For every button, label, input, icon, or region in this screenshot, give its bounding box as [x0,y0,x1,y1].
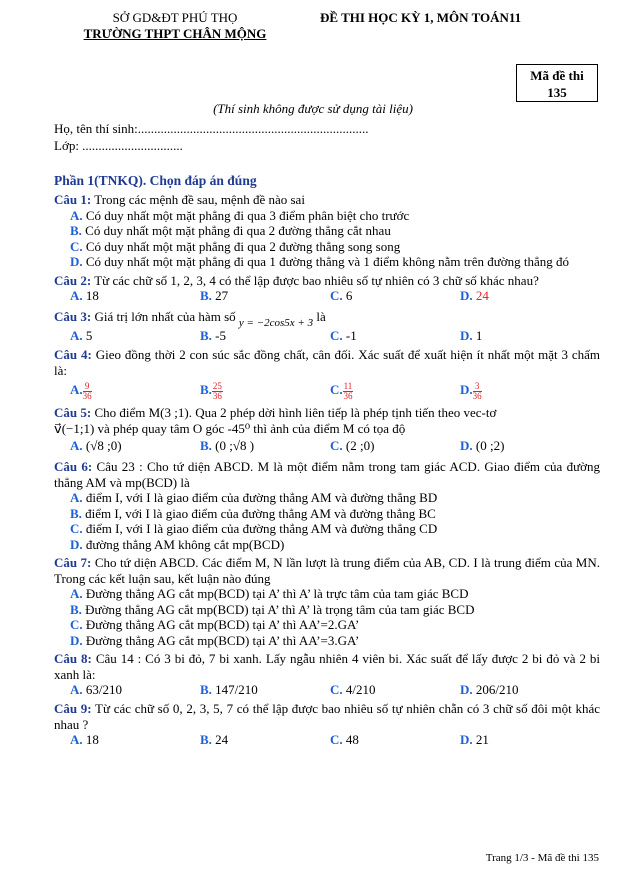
option-d [460,682,590,698]
question-text: Câu 23 : Cho tứ diện ABCD. M là một điểm nằm trong tam giác ACD. Giao điểm của đường thẳng AM và mp(BCD) là [54,459,600,490]
question-tail: là [313,309,326,324]
option-letter: D. [70,632,83,648]
option-d [54,254,600,270]
option-b [200,732,330,748]
option-text: 1 [475,328,483,343]
question-label: Câu 9: [54,701,92,716]
exam-title: ĐỀ THI HỌC KỲ 1, MÔN TOÁN11 [320,10,522,25]
option-text: -1 [345,328,357,343]
option-d [460,288,590,304]
question-label: Câu 1: [54,192,92,207]
option-a [70,378,200,402]
option-a [54,490,600,506]
option-b [200,378,330,402]
option-b [200,682,330,698]
option-text: điểm I, với I là giao điểm của đường thẳng AM và đường thẳng CD [85,521,438,536]
option-text: 48 [345,732,359,747]
options-row [54,378,600,402]
option-text: -5 [215,328,227,343]
option-letter: A. [70,207,83,223]
option-text: Có duy nhất một mặt phẳng đi qua 3 điểm phân biệt cho trước [85,207,410,223]
option-text: điểm I, với I là giao điểm của đường thẳng AM và đường thẳng BD [85,490,438,505]
exam-code-box [516,64,598,102]
option-a [54,208,600,224]
option-d [54,633,600,649]
option-d [460,436,590,456]
option-text: 21 [475,732,489,747]
option-letter: B. [70,601,82,617]
option-c [330,732,460,748]
question-9 [54,701,600,732]
option-letter: C. [70,238,83,254]
option-letter: D. [460,288,473,303]
question-label: Câu 8: [54,651,92,666]
option-text: Có duy nhất một mặt phẳng đi qua 1 đường thẳng và 1 điểm không nằm trên đường thẳng đó [85,254,570,269]
option-letter: B. [200,682,212,697]
exam-code-value: 135 [547,85,567,100]
question-5-line2: v⃗(−1;1) và phép quay tâm O góc -45⁰ thì ảnh của điểm M có tọa độ [54,420,406,436]
option-letter: A. [70,328,83,343]
option-d [460,378,590,402]
options-row [54,682,600,698]
section-title: Phần 1(TNKQ). Chọn đáp án đúng [54,173,257,188]
option-text: 206/210 [475,682,519,697]
option-text: Đường thẳng AG cắt mp(BCD) tại A’ thì AA’=3.GA’ [85,632,360,648]
option-text: 4/210 [345,682,376,697]
option-text: 18 [85,288,99,303]
option-letter: A. [70,682,83,697]
option-text: Có duy nhất một mặt phẳng đi qua 2 đường thẳng cắt nhau [85,223,391,238]
question-8 [54,651,600,682]
option-c [330,378,460,402]
question-text: Từ các chữ số 1, 2, 3, 4 có thể lập được bao nhiêu số tự nhiên có 3 chữ số khác nhau? [91,272,539,288]
option-letter: C. [330,438,343,453]
option-letter: A. [70,490,83,505]
option-letter: A. [70,438,83,453]
option-text: Đường thẳng AG cắt mp(BCD) tại A’ thì AA’=2.GA’ [85,617,360,632]
option-letter: D. [70,536,83,552]
school-name: TRƯỜNG THPT CHÂN MỘNG [83,26,267,41]
option-letter: D. [70,254,83,269]
question-text: Trong các mệnh đề sau, mệnh đề nào sai [91,192,305,207]
option-c [330,328,460,344]
question-label: Câu 5: [54,405,92,420]
option-text: đường thẳng AM không cắt mp(BCD) [85,536,285,552]
option-letter: A. [70,288,83,303]
option-c [54,521,600,537]
option-letter: B. [200,328,212,343]
option-letter: D. [460,682,473,697]
option-c [330,436,460,456]
option-c [330,288,460,304]
option-text: 24 [215,732,229,747]
option-d [460,328,590,344]
question-2 [54,273,600,289]
option-letter: C. [330,288,343,303]
options-row [54,288,600,304]
page-footer: Trang 1/3 - Mã đề thi 135 [485,852,599,864]
option-text: (√8 ;0) [85,438,122,453]
option-text: Đường thẳng AG cắt mp(BCD) tại A’ thì A’ là trọng tâm của tam giác BCD [85,601,475,617]
options-row [54,328,600,344]
exam-content [54,172,600,748]
option-c [54,239,600,255]
option-text: Có duy nhất một mặt phẳng đi qua 2 đường thẳng song song [85,238,401,254]
candidate-name-field: Họ, tên thí sinh:....................................................................... [54,121,369,136]
options-row [54,436,600,456]
option-c [330,682,460,698]
option-b [200,328,330,344]
school-header [60,10,290,42]
option-text: 63/210 [85,682,123,697]
question-text: Cho điểm M(3 ;1). Qua 2 phép dời hình liên tiếp là phép tịnh tiến theo vec-tơ [91,405,497,420]
fraction: $\frac{9}{36}$ [82,380,92,401]
option-letter: A. [70,732,83,747]
option-text: 147/210 [215,682,258,697]
option-letter: D. [460,732,473,747]
option-text: 24 [475,288,489,303]
option-b [54,602,600,618]
question-label: Câu 2: [54,272,92,288]
question-label: Câu 7: [54,555,92,570]
department-name: SỞ GD&ĐT PHÚ THỌ [112,10,238,25]
option-text: (0 ;√8 ) [215,438,255,453]
option-a [70,682,200,698]
question-text: Cho tứ diện ABCD. Các điểm M, N lần lượt là trung điểm của AB, CD. I là trung điểm của MN. Trong các kết luận sau, kết luận nào đúng [54,555,600,586]
option-text: (0 ;2) [475,438,505,453]
option-letter: B. [200,438,212,453]
question-4 [54,347,600,378]
question-label: Câu 4: [54,347,92,362]
option-text: 6 [345,288,353,303]
option-letter: B. [70,223,82,238]
option-letter: C. [70,617,83,632]
option-d [460,732,590,748]
question-label: Câu 6: [54,459,93,474]
option-text: (2 ;0) [345,438,375,453]
class-field: Lớp: ............................... [54,138,183,153]
option-letter: A. [70,382,83,397]
option-letter: C. [330,682,343,697]
option-letter: A. [70,586,83,601]
options-row [54,732,600,748]
question-3 [54,307,600,328]
option-a [70,436,200,456]
option-letter: C. [330,382,343,397]
option-b [54,506,600,522]
option-a [70,328,200,344]
option-letter: B. [200,288,212,303]
question-5 [54,405,600,421]
option-letter: C. [330,732,343,747]
option-text: Đường thẳng AG cắt mp(BCD) tại A’ thì A’ là trực tâm của tam giác BCD [85,586,469,601]
fraction: $\frac{11}{36}$ [343,380,353,401]
option-a [70,288,200,304]
option-letter: B. [200,732,212,747]
option-letter: D. [460,382,473,397]
option-d [54,537,600,553]
option-letter: B. [70,505,82,521]
option-letter: C. [70,521,83,536]
option-text: 27 [215,288,229,303]
question-1 [54,192,600,208]
option-letter: B. [200,382,212,397]
option-text: điểm I, với I là giao điểm của đường thẳng AM và đường thẳng BC [85,505,436,521]
question-text: Câu 14 : Có 3 bi đỏ, 7 bi xanh. Lấy ngẫu nhiên 4 viên bi. Xác suất để lấy được 2 bi đỏ và 2 bi xanh là: [54,651,601,682]
question-text: Giá trị lớn nhất của hàm số [91,309,239,324]
option-b [200,288,330,304]
option-a [54,586,600,602]
option-letter: D. [460,328,473,343]
option-text: 5 [85,328,93,343]
fraction: $\frac{3}{36}$ [472,380,482,401]
option-a [70,732,200,748]
question-6 [54,459,600,490]
question-text: Từ các chữ số 0, 2, 3, 5, 7 có thể lập được bao nhiêu số tự nhiên chẵn có 3 chữ số đôi một khác nhau ? [54,701,600,732]
question-label: Câu 3: [54,309,92,324]
question-text: Gieo đồng thời 2 con súc sắc đồng chất, cân đối. Xác suất để xuất hiện ít nhất một mặt 3 chấm là: [54,347,601,378]
option-b [200,436,330,456]
exam-code-label: Mã đề thi [530,68,584,83]
option-letter: C. [330,328,343,343]
exam-note: (Thí sinh không được sử dụng tài liệu) [213,101,413,116]
question-7 [54,555,600,586]
fraction: $\frac{25}{36}$ [212,380,222,401]
option-b [54,223,600,239]
function-formula: y = −2cos5x + 3 [238,317,314,329]
option-letter: D. [460,438,473,453]
option-text: 18 [85,732,99,747]
option-c [54,617,600,633]
